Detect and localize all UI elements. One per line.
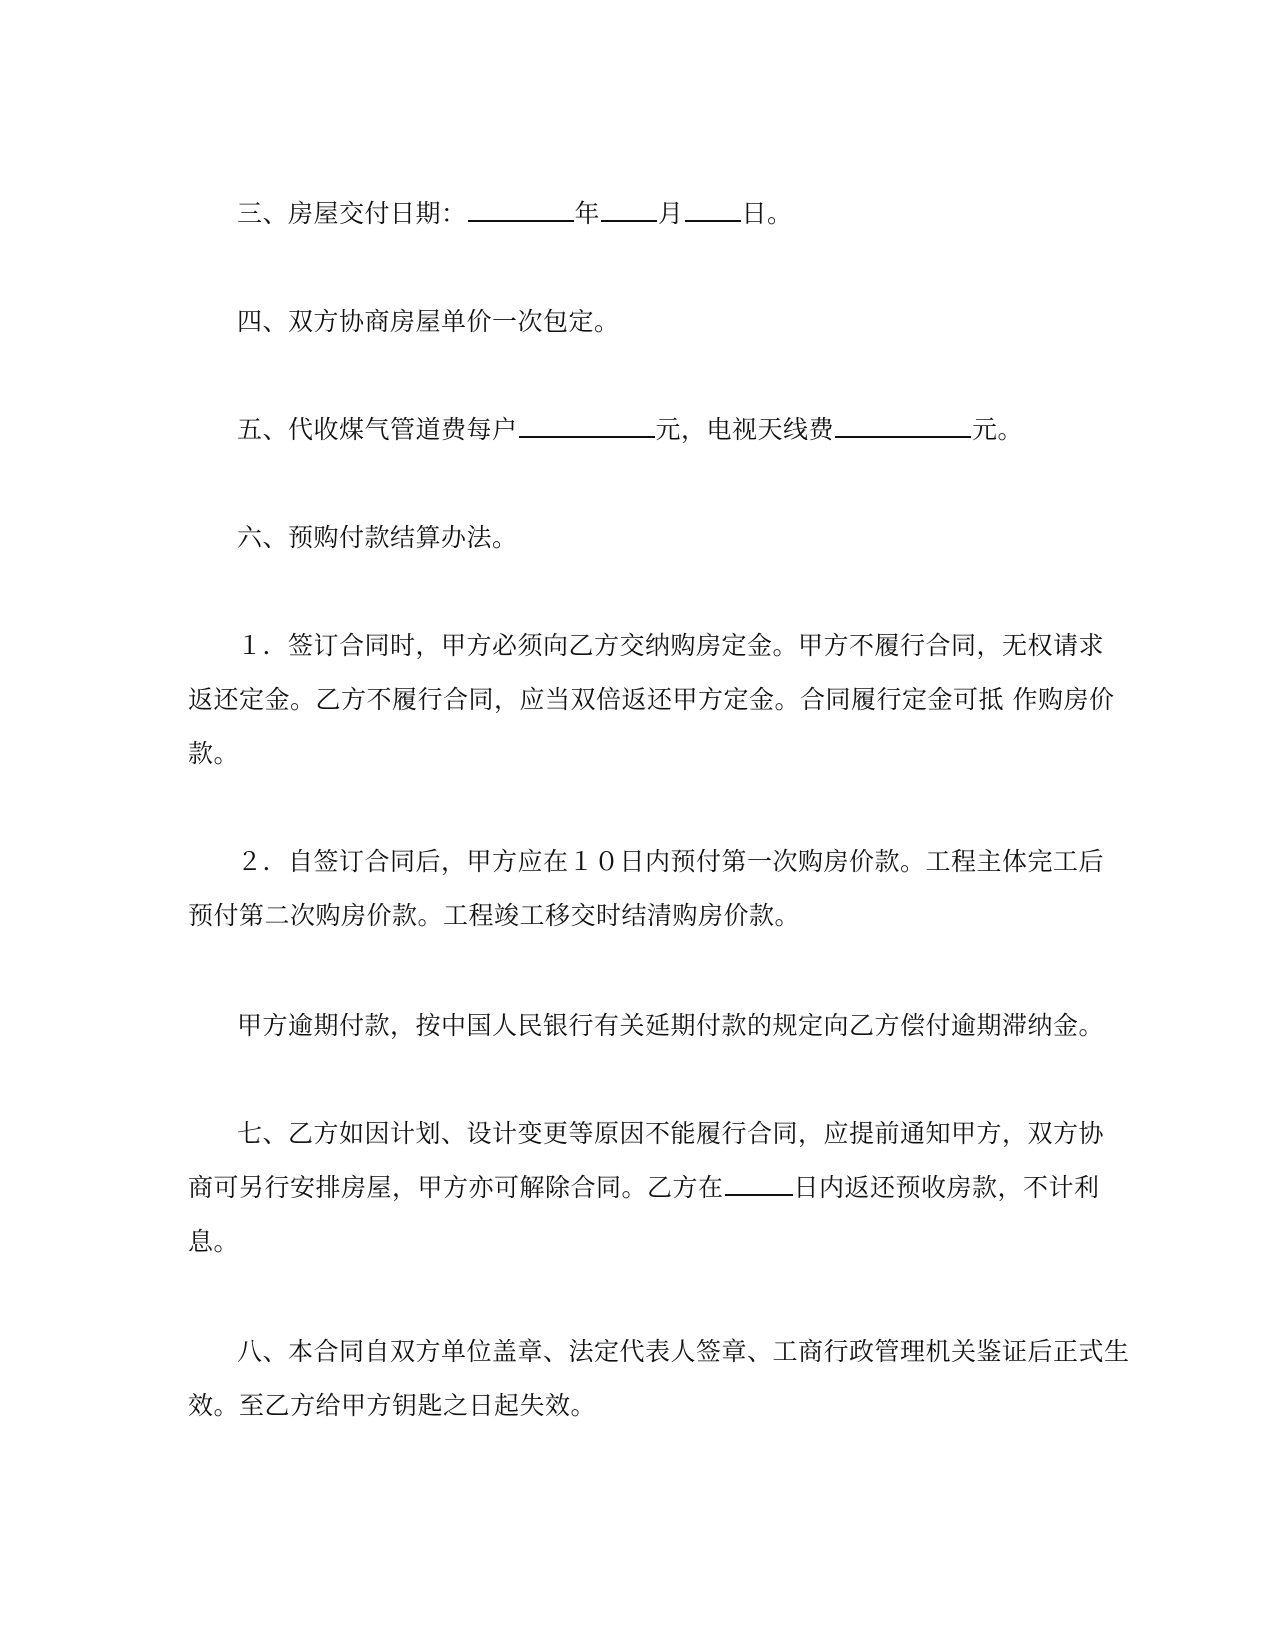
clause-6-payment-method: 六、预购付款结算办法。	[237, 523, 518, 552]
clause-6-2-line-1: ２．自签订合同后，甲方应在１０日内预付第一次购房价款。工程主体完工后	[237, 847, 1105, 876]
clause-3-label: 三、房屋交付日期：	[237, 199, 467, 228]
clause-6-1-line-3: 款。	[188, 739, 240, 768]
clause-5-fees	[237, 412, 1023, 448]
clause-7-line-2-prefix: 商可另行安排房屋，甲方亦可解除合同。乙方在	[188, 1173, 724, 1202]
clause-6-2-line-2: 预付第二次购房价款。工程竣工移交时结清购房价款。	[188, 901, 801, 930]
clause-7-line-2-suffix: 日内返还预收房款，不计利	[793, 1173, 1100, 1202]
clause-3-delivery-date	[237, 196, 793, 232]
month-label: 月	[658, 199, 684, 228]
yuan-label: 元。	[972, 415, 1024, 444]
late-payment-paragraph: 甲方逾期付款，按中国人民银行有关延期付款的规定向乙方偿付逾期滞纳金。	[237, 1011, 1105, 1040]
tv-fee-label: 元，电视天线费	[655, 415, 835, 444]
year-blank[interactable]	[468, 198, 574, 222]
day-label: 日。	[741, 199, 793, 228]
clause-7-line-2	[188, 1170, 1100, 1206]
clause-6-1-line-2: 返还定金。乙方不履行合同，应当双倍返还甲方定金。合同履行定金可抵 作购房价	[188, 685, 1115, 714]
clause-8-line-2: 效。至乙方给甲方钥匙之日起失效。	[188, 1391, 597, 1420]
refund-days-blank[interactable]	[725, 1172, 793, 1196]
gas-fee-label: 五、代收煤气管道费每户	[237, 415, 518, 444]
tv-fee-blank[interactable]	[835, 414, 971, 438]
clause-4-unit-price: 四、双方协商房屋单价一次包定。	[237, 307, 620, 336]
year-label: 年	[574, 199, 601, 228]
clause-8-line-1: 八、本合同自双方单位盖章、法定代表人签章、工商行政管理机关鉴证后正式生	[237, 1337, 1130, 1366]
month-blank[interactable]	[601, 198, 657, 222]
clause-7-line-1: 七、乙方如因计划、设计变更等原因不能履行合同，应提前通知甲方，双方协	[237, 1119, 1105, 1148]
clause-6-1-line-1: １．签订合同时，甲方必须向乙方交纳购房定金。甲方不履行合同，无权请求	[237, 631, 1105, 660]
gas-fee-blank[interactable]	[519, 414, 655, 438]
day-blank[interactable]	[685, 198, 741, 222]
clause-7-line-3: 息。	[188, 1227, 240, 1256]
